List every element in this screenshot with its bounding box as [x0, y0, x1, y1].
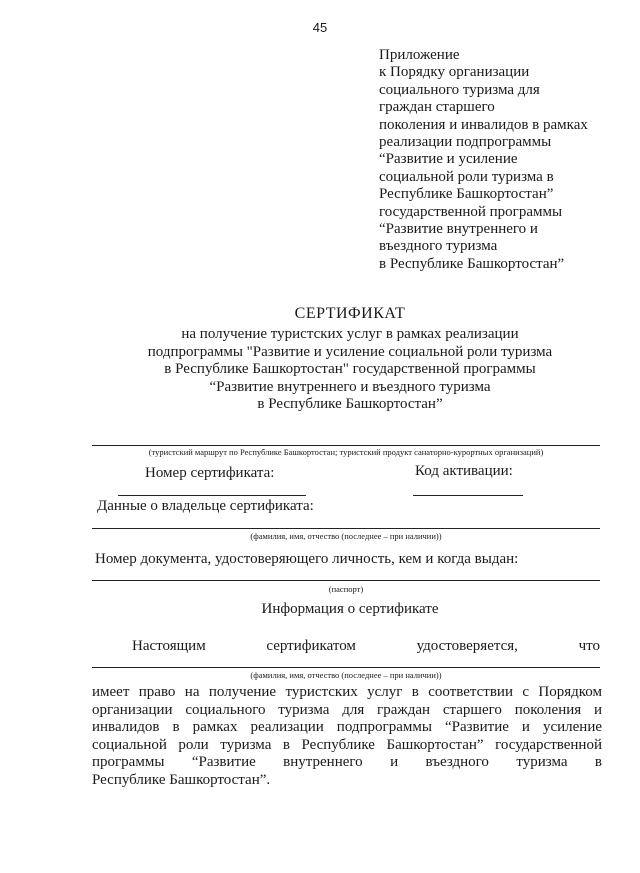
activation-code-label: Код активации: — [415, 463, 513, 479]
page-number: 45 — [312, 20, 328, 35]
passport-note: (паспорт) — [328, 584, 364, 594]
certificate-info-heading: Информация о сертификате — [261, 601, 439, 617]
certificate-number-label: Номер сертификата: — [145, 465, 275, 481]
appendix-line: въездного туризма — [379, 238, 498, 255]
subtitle-line: “Развитие внутреннего и въездного туризма — [209, 378, 491, 395]
appendix-block — [379, 47, 588, 273]
appendix-line: “Развитие и усиление — [379, 151, 518, 168]
appendix-line: Республике Башкортостан” — [379, 186, 554, 203]
subtitle-line: подпрограммы "Развитие и усиление социальной роли туризма — [147, 343, 553, 360]
certify-word: что — [578, 638, 600, 654]
route-field-line[interactable] — [92, 445, 600, 446]
subtitle-line: в Республике Башкортостан” — [257, 396, 443, 412]
subtitle-line: на получение туристских услуг в рамках реализации — [181, 326, 519, 342]
body-line: социальной роли туризма в Республике Башкортостан” государственной — [92, 736, 602, 753]
certify-word: Настоящим — [132, 638, 206, 654]
appendix-line: социального туризма для — [379, 81, 540, 98]
certify-word: удостоверяется, — [416, 638, 518, 654]
appendix-line: реализации подпрограммы — [379, 134, 552, 151]
body-line: организации социального туризма для граждан старшего поколения и — [92, 701, 602, 718]
subtitle-line: в Республике Башкортостан" государственной программы — [164, 361, 536, 377]
identity-document-field[interactable] — [92, 580, 600, 581]
appendix-line: социальной роли туризма в — [379, 168, 554, 185]
certificate-title: СЕРТИФИКАТ — [294, 305, 406, 322]
appendix-line: в Республике Башкортостан” — [379, 255, 565, 272]
body-line: программы “Развитие внутреннего и въездного туризма в — [92, 754, 602, 770]
identity-document-label: Номер документа, удостоверяющего личность, кем и когда выдан: — [95, 551, 519, 567]
appendix-line: к Порядку организации — [379, 64, 530, 81]
certified-person-field[interactable] — [92, 667, 600, 668]
activation-code-field[interactable] — [413, 495, 523, 496]
appendix-line: государственной программы — [379, 203, 563, 220]
certificate-subtitle — [0, 326, 640, 414]
owner-data-label: Данные о владельце сертификата: — [97, 498, 314, 514]
appendix-line: Приложение — [379, 47, 460, 63]
appendix-line: граждан старшего — [379, 99, 495, 116]
certify-row — [132, 638, 600, 655]
fio-note-2: (фамилия, имя, отчество (последнее – при наличии)) — [250, 670, 442, 680]
appendix-line: поколения и инвалидов в рамках — [379, 116, 588, 133]
appendix-line: “Развитие внутреннего и — [379, 221, 538, 238]
certificate-number-field[interactable] — [118, 495, 306, 496]
route-note: (туристский маршрут по Республике Башкортостан; туристский продукт санаторно-курортных организаций) — [148, 447, 544, 457]
body-line: имеет право на получение туристских услуг в соответствии с Порядком — [92, 684, 602, 700]
certificate-body-text — [92, 684, 602, 789]
fio-note: (фамилия, имя, отчество (последнее – при наличии)) — [250, 531, 442, 541]
body-line: Республике Башкортостан”. — [92, 771, 271, 788]
certify-word: сертификатом — [266, 638, 356, 654]
body-line: инвалидов в рамках реализации подпрограммы “Развитие и усиление — [92, 719, 602, 735]
owner-fio-field[interactable] — [92, 528, 600, 529]
